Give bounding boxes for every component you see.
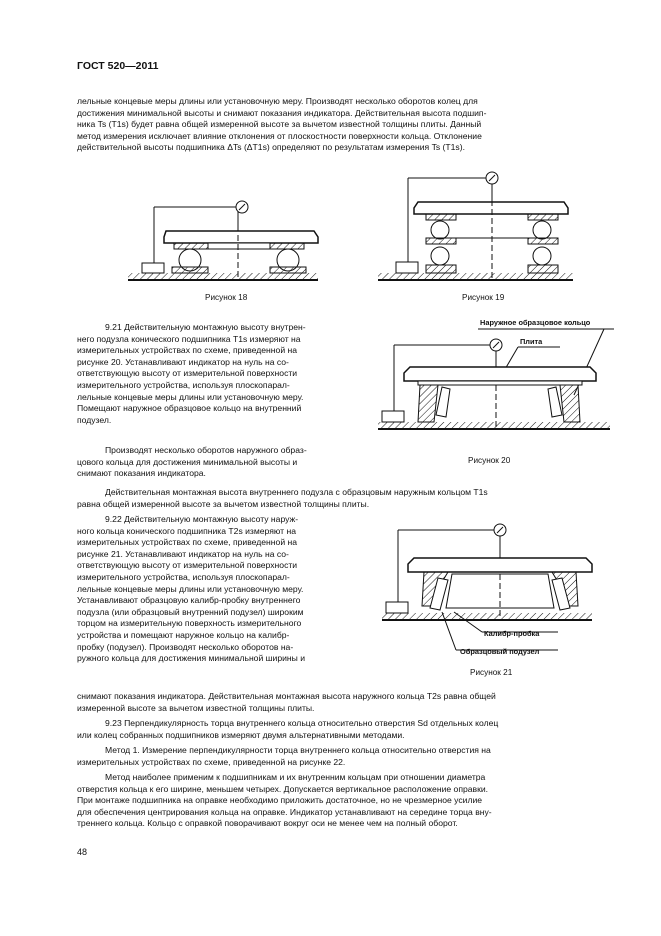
text-line: измеренной высоте за вычетом известной толщины плиты. bbox=[77, 702, 315, 713]
text-line: Производят несколько оборотов наружного образ- bbox=[105, 445, 307, 455]
text-line: треннего кольца. Кольцо с оправкой поворачивают вокруг оси не менее чем на полный оборот. bbox=[77, 818, 458, 829]
text-line: измерительных устройствах по схеме, приведенной на bbox=[77, 537, 298, 548]
fig21-label-plug: Калибр-пробка bbox=[484, 629, 540, 638]
figure-20-caption: Рисунок 20 bbox=[468, 456, 511, 465]
section-9-23 bbox=[77, 718, 585, 741]
fig20-label-ring: Наружное образцовое кольцо bbox=[480, 318, 591, 327]
text-line: измерительных устройствах по схеме, приведенной на bbox=[77, 345, 298, 356]
text-line: рисунке 20. Устанавливают индикатор на нуль на со- bbox=[77, 356, 289, 367]
text-line: или колец собранных подшипников измеряют двумя альтернативными методами. bbox=[77, 729, 405, 740]
document-header: ГОСТ 520—2011 bbox=[77, 60, 159, 72]
section-9-22 bbox=[77, 514, 369, 665]
text-line: ответствующую высоту от измерительной поверхности bbox=[77, 368, 298, 379]
text-line: цового кольца для достижения минимальной высоты и bbox=[77, 456, 298, 467]
text-line: измерительных устройствах по схеме, приведенной на рисунке 22. bbox=[77, 756, 346, 767]
page-number: 48 bbox=[77, 847, 88, 857]
text-line: для обеспечения центрирования кольца на оправке. Индикатор устанавливают на середине торца вну- bbox=[77, 806, 492, 817]
figure-21-caption: Рисунок 21 bbox=[470, 668, 513, 677]
text-line: ного кольца конического подшипника T2s измеряют на bbox=[77, 525, 297, 536]
text-line: подузел. bbox=[77, 414, 112, 425]
text-line: достижения минимальной высоты и снимают показания индикатора. Действительная высота подшип- bbox=[77, 107, 487, 118]
figure-21-drawing bbox=[382, 512, 602, 662]
text-line: подузла (или образцовый внутренний подузел) широким bbox=[77, 606, 304, 617]
text-line: отверстия кольца к его ширине, меньшем четырех. Допускается вертикальное расположение оправки. bbox=[77, 783, 489, 794]
text-line: Метод наиболее применим к подшипникам и их внутренним кольцам при отношении диаметра bbox=[105, 772, 486, 782]
text-line: лельные концевые меры длины или установочную меру. bbox=[77, 583, 304, 594]
text-line: торцом на измерительную поверхность измерительного bbox=[77, 618, 302, 629]
text-line: Помещают наружное образцовое кольцо на внутренний bbox=[77, 403, 302, 414]
figure-18-caption: Рисунок 18 bbox=[205, 293, 248, 302]
text-line: ответствующую высоту от измерительной поверхности bbox=[77, 560, 298, 571]
figure-19-drawing bbox=[378, 170, 578, 285]
text-line: равна общей измеренной высоте за вычетом известной толщины плиты. bbox=[77, 498, 370, 509]
text-line: метод измерения исключает влияние отклонения от плоскостности поверхности кольца. Отклонение bbox=[77, 130, 482, 141]
method-1-detail bbox=[77, 772, 585, 830]
text-line: Устанавливают образцовую калибр-пробку внутреннего bbox=[77, 595, 301, 606]
text-line: Действительная монтажная высота внутреннего подузла с образцовым наружным кольцом T1s bbox=[105, 487, 488, 497]
figure-19-caption: Рисунок 19 bbox=[462, 293, 505, 302]
text-line: рисунке 21. Устанавливают индикатор на нуль на со- bbox=[77, 548, 289, 559]
text-line: пробку (подузел). Производят несколько оборотов на- bbox=[77, 641, 294, 652]
fig20-label-plate: Плита bbox=[520, 337, 543, 346]
text-line: действительной высоты подшипника ΔTs (ΔT1s) определяют по результатам измерения Ts (T1s). bbox=[77, 142, 465, 153]
section-9-21-c bbox=[77, 487, 585, 510]
section-9-21-b bbox=[77, 445, 369, 480]
text-line: измерительного устройства, используя плоскопарал- bbox=[77, 379, 290, 390]
text-line: 9.21 Действительную монтажную высоту внутрен- bbox=[105, 322, 306, 332]
fig21-label-sub: Образцовый подузел bbox=[460, 647, 540, 656]
text-line: снимают показания индикатора. bbox=[77, 468, 206, 479]
intro-paragraph bbox=[77, 96, 585, 154]
text-line: 9.23 Перпендикулярность торца внутреннего кольца относительно отверстия Sd отдельных колец bbox=[105, 718, 499, 728]
section-9-21 bbox=[77, 322, 369, 426]
text-line: 9.22 Действительную монтажную высоту наруж- bbox=[105, 514, 299, 524]
text-line: ружного кольца для достижения минимальной ширины и bbox=[77, 653, 306, 664]
text-line: При монтаже подшипника на оправке необходимо приложить достаточное, но не чрезмерное усилие bbox=[77, 795, 483, 806]
text-line: ника Ts (T1s) будет равна общей измеренной высоте за вычетом известной толщины плиты. Данный bbox=[77, 119, 482, 130]
figure-20-drawing bbox=[378, 325, 618, 437]
section-9-22-b bbox=[77, 691, 585, 714]
text-line: него подузла конического подшипника T1s измеряют на bbox=[77, 333, 301, 344]
figure-18-drawing bbox=[128, 185, 328, 285]
text-line: лельные концевые меры длины или установочную меру. Производят несколько оборотов колец для bbox=[77, 96, 478, 106]
text-line: снимают показания индикатора. Действительная монтажная высота наружного кольца T2s равна общей bbox=[77, 691, 496, 701]
text-line: лельные концевые меры длины или установочную меру. bbox=[77, 391, 304, 402]
text-line: устройства и помещают наружное кольцо на калибр- bbox=[77, 629, 290, 640]
text-line: измерительного устройства, используя плоскопарал- bbox=[77, 571, 290, 582]
method-1 bbox=[77, 745, 585, 768]
text-line: Метод 1. Измерение перпендикулярности торца внутреннего кольца относительно отверстия на bbox=[105, 745, 491, 755]
